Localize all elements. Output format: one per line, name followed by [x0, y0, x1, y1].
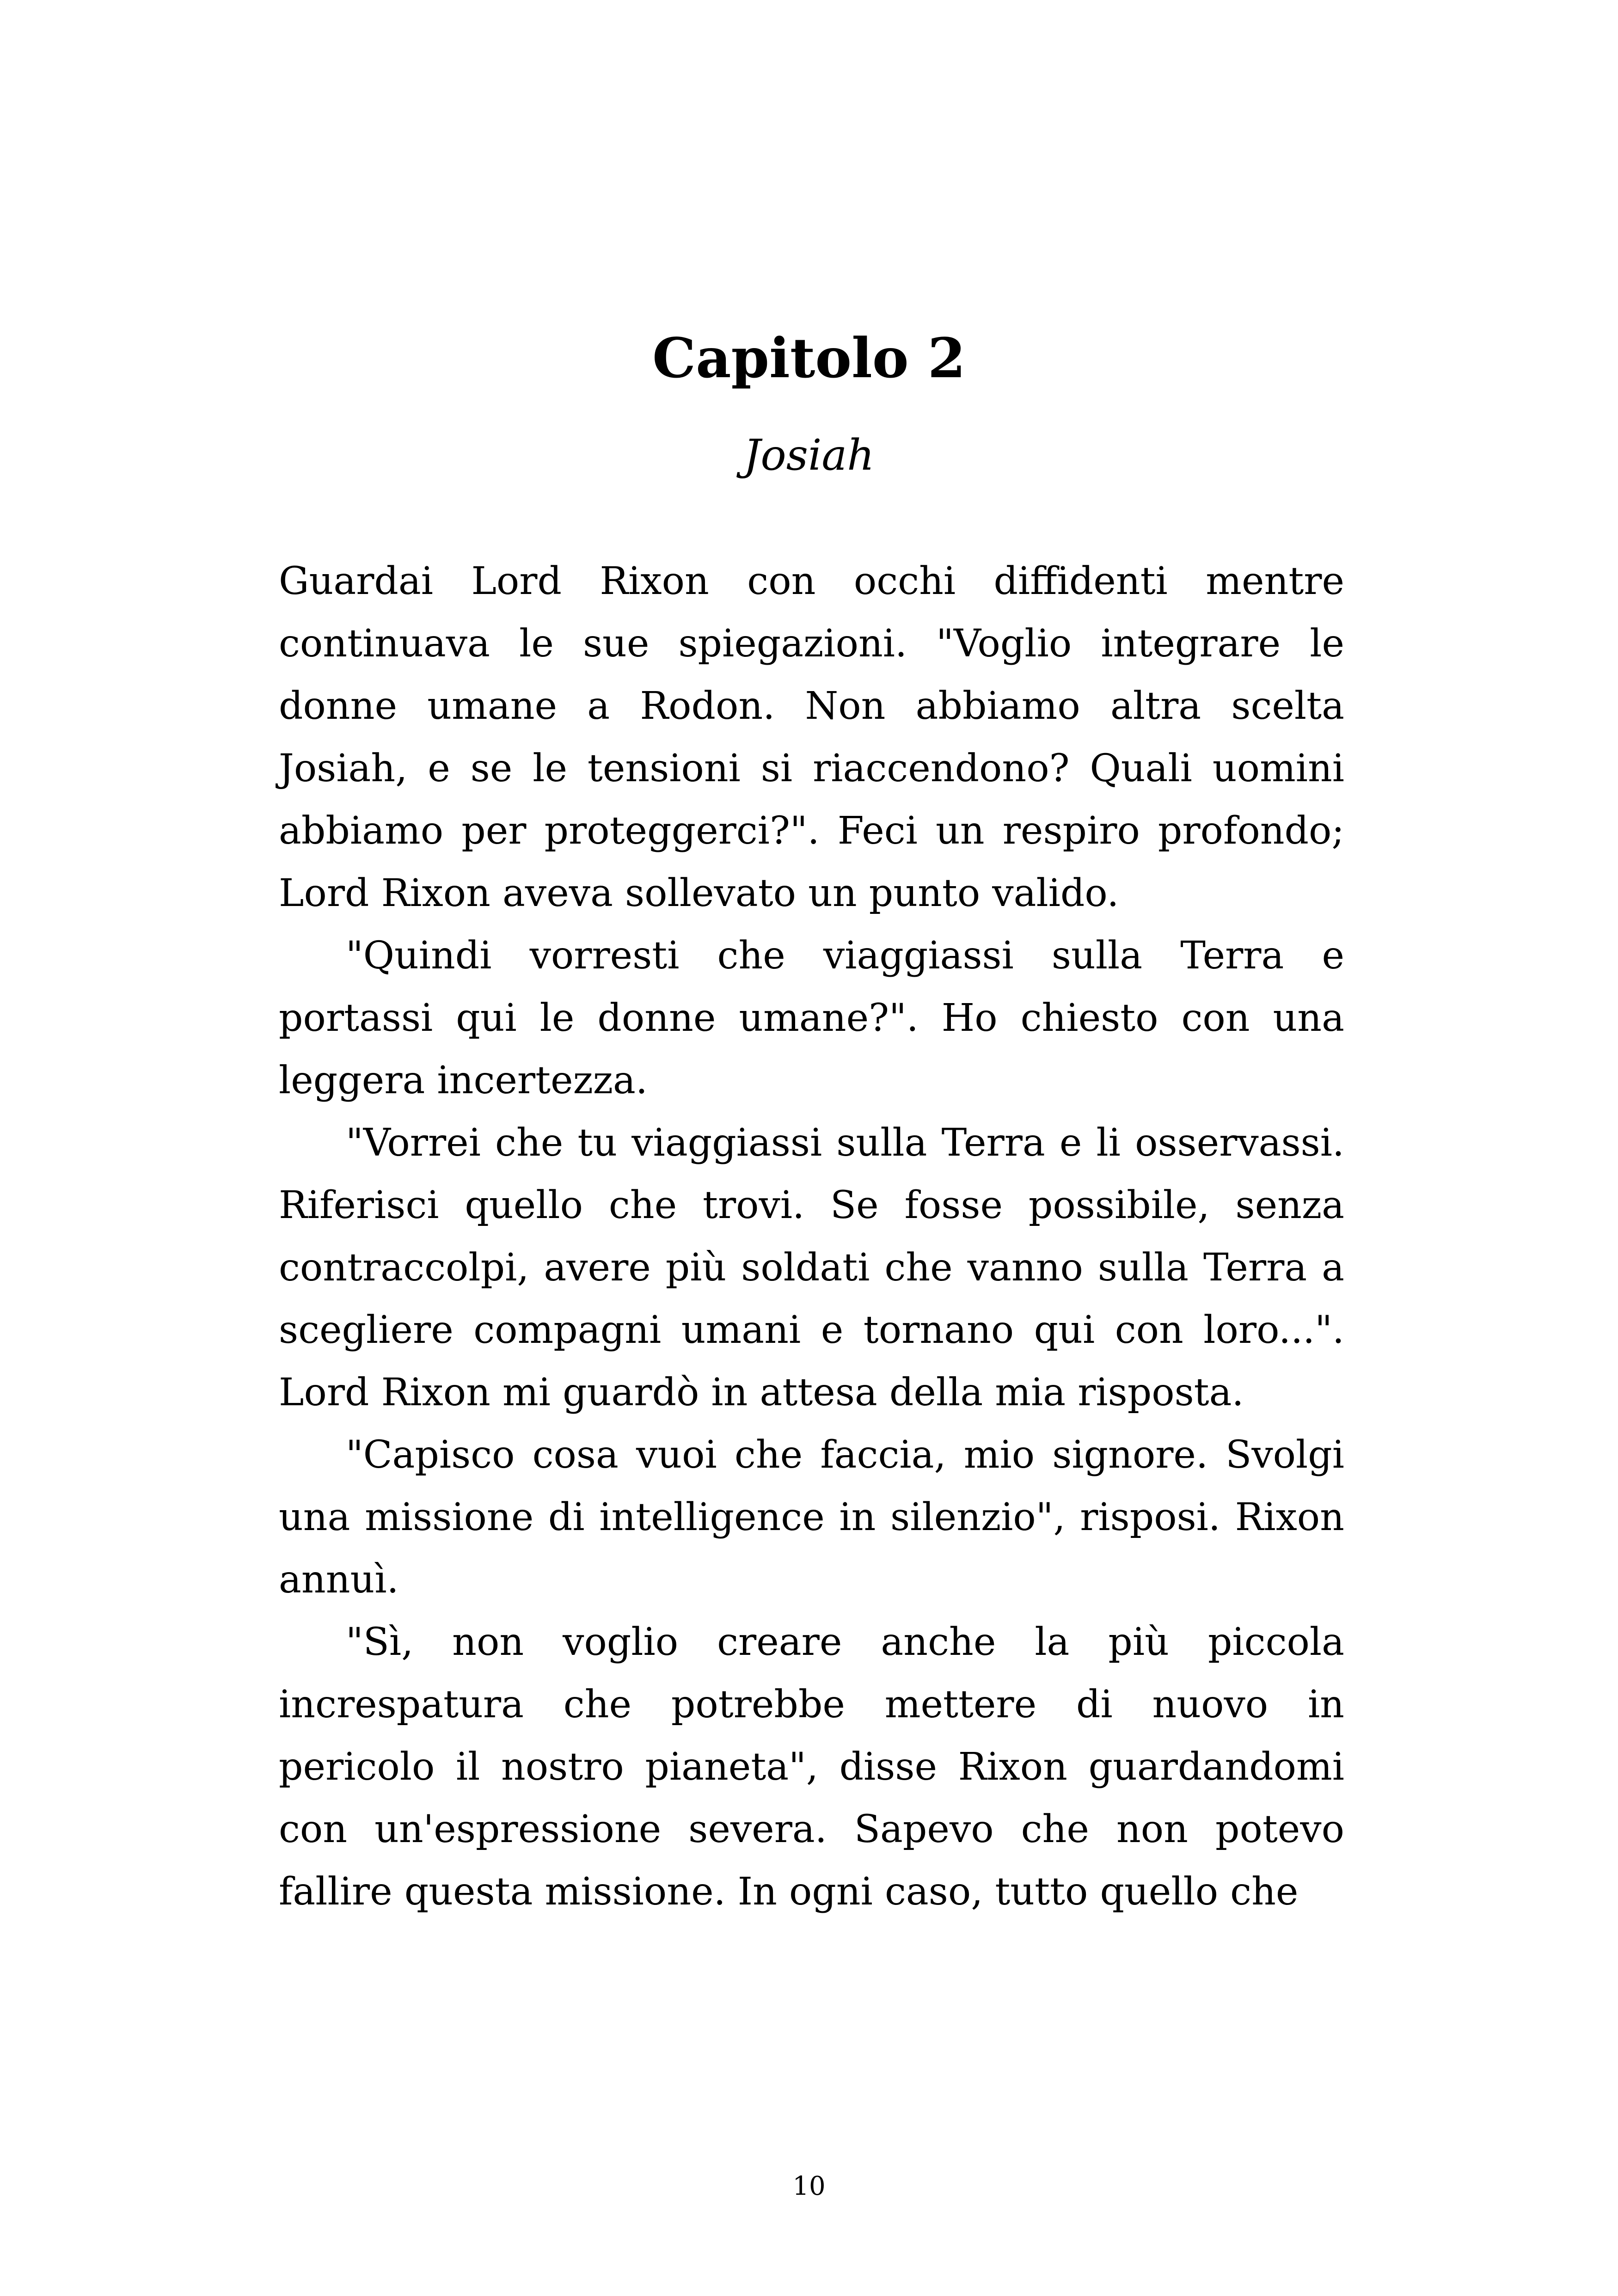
chapter-subtitle: Josiah: [743, 430, 875, 480]
chapter-title: Capitolo 2: [652, 326, 966, 390]
paragraph: "Capisco cosa vuoi che faccia, mio signore. Svolgi una missione di intelligence in silenzio", risposi. Rixon annuì.: [279, 1433, 1344, 1602]
body-text: [279, 550, 1344, 1923]
paragraph: "Sì, non voglio creare anche la più piccola increspatura che potrebbe mettere di nuovo in pericolo il nostro pianeta", disse Rixon guardandomi con un'espressione severa. Sapevo che non potevo fallire questa missione. In ogni caso, tutto quello che: [279, 1620, 1344, 1914]
paragraph: Guardai Lord Rixon con occhi diffidenti mentre continuava le sue spiegazioni. "Voglio integrare le donne umane a Rodon. Non abbiamo altra scelta Josiah, e se le tensioni si riaccendono? Quali uomini abbiamo per proteggerci?". Feci un respiro profondo; Lord Rixon aveva sollevato un punto valido.: [279, 559, 1344, 915]
page-number: 10: [792, 2171, 826, 2201]
paragraph: "Vorrei che tu viaggiassi sulla Terra e li osservassi. Riferisci quello che trovi. Se fosse possibile, senza contraccolpi, avere più soldati che vanno sulla Terra a scegliere compagni umani e tornano qui con loro...". Lord Rixon mi guardò in attesa della mia risposta.: [279, 1121, 1344, 1414]
paragraph: "Quindi vorresti che viaggiassi sulla Terra e portassi qui le donne umane?". Ho chiesto con una leggera incertezza.: [279, 934, 1344, 1102]
